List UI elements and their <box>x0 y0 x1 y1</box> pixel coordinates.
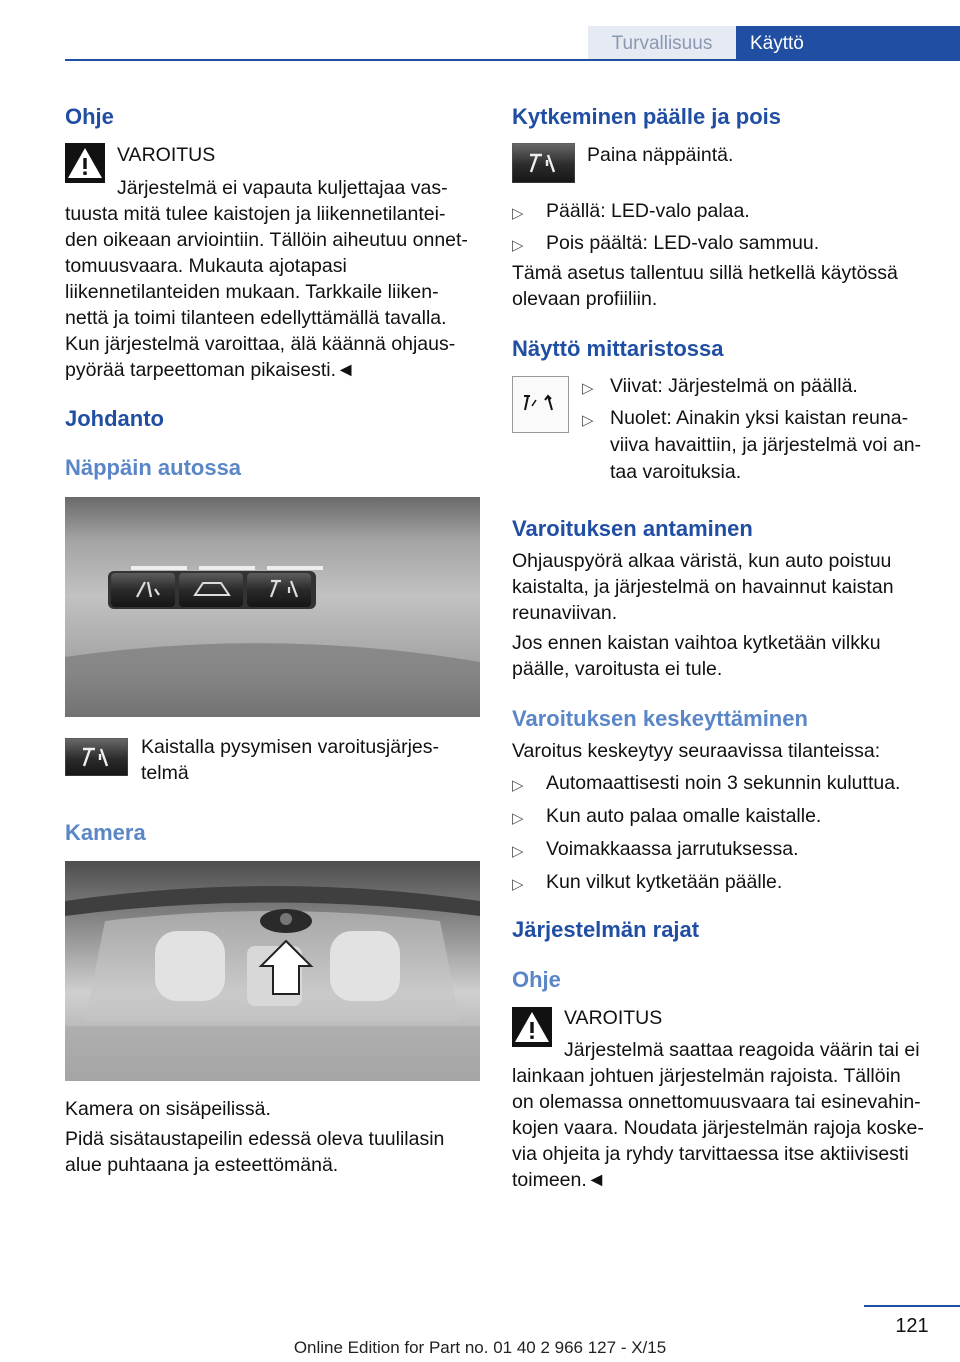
warning-line: tuusta mitä tulee kaistojen ja liikennetilantei- <box>65 203 446 225</box>
warning-line: nettä ja toimi tilanteen edellyttämällä tavalla. <box>65 307 447 329</box>
list-item-text: Automaattisesti noin 3 sekunnin kuluttua. <box>546 772 901 794</box>
edition-text: Online Edition for Part no. 01 40 2 966 127 - X/15 <box>293 1338 667 1357</box>
button-heading: Näppäin autossa <box>65 455 242 480</box>
list-item <box>512 836 942 869</box>
interrupt-list <box>512 770 942 902</box>
warning-line: liikennetilanteiden mukaan. Tarkkaile liiken- <box>65 281 439 303</box>
blink-text: Jos ennen kaistan vaihtoa kytketään vilkku <box>512 632 881 654</box>
bullet-triangle-icon: ▷ <box>512 237 524 254</box>
list-item <box>512 198 932 230</box>
list-item-text: taa varoituksia. <box>610 461 742 483</box>
warning-line: Järjestelmä saattaa reagoida väärin tai ei <box>564 1039 920 1061</box>
camera-text: alue puhtaana ja esteettömänä. <box>65 1154 339 1176</box>
warning-line: tomuusvaara. Mukauta ajotapasi <box>65 255 347 277</box>
saved-text: Tämä asetus tallentuu sillä hetkellä käytössä <box>512 262 898 284</box>
list-item <box>582 405 942 491</box>
list-item <box>582 373 942 405</box>
note-heading: Ohje <box>512 967 561 992</box>
limits-heading: Järjestelmän rajat <box>512 917 700 942</box>
tab-turvallisuus[interactable]: Turvallisuus <box>588 26 736 61</box>
footer-rule <box>864 1305 960 1307</box>
warning-line: on olemassa onnettomuusvaara tai esinevahin- <box>512 1091 921 1113</box>
cluster-display-icon <box>512 376 569 433</box>
lane-departure-button-icon <box>65 738 128 776</box>
warning-title: VAROITUS <box>564 1007 663 1029</box>
warning-text: kaistalta, ja järjestelmä on havainnut kaistan <box>512 576 894 598</box>
list-item <box>512 803 942 836</box>
warning-title: VAROITUS <box>117 144 216 166</box>
bullet-triangle-icon: ▷ <box>512 843 524 860</box>
tab-kaytto[interactable]: Käyttö <box>736 26 960 61</box>
warning-text: Ohjauspyörä alkaa väristä, kun auto poistuu <box>512 550 892 572</box>
display-list <box>582 373 942 491</box>
list-item <box>512 770 942 803</box>
button-panel-photo <box>65 497 480 717</box>
warning-line: pyörää tarpeettoman pikaisesti.◄ <box>65 359 356 381</box>
camera-photo <box>65 861 480 1081</box>
list-item-text: Kun vilkut kytketään päälle. <box>546 871 783 893</box>
bullet-triangle-icon: ▷ <box>512 876 524 893</box>
press-button-text: Paina näppäintä. <box>587 144 734 166</box>
list-item <box>512 230 932 262</box>
list-item-text: Pois päältä: LED-valo sammuu. <box>546 232 820 254</box>
interrupt-text: Varoitus keskeytyy seuraavissa tilanteissa: <box>512 740 881 762</box>
list-item-text: Nuolet: Ainakin yksi kaistan reuna- <box>610 407 909 429</box>
interrupt-heading: Varoituksen keskeyttäminen <box>512 706 808 731</box>
blink-text: päälle, varoitusta ei tule. <box>512 658 723 680</box>
bullet-triangle-icon: ▷ <box>582 380 594 397</box>
warning-text: reunaviivan. <box>512 602 618 624</box>
list-item <box>512 869 942 902</box>
list-item-text: Päällä: LED-valo palaa. <box>546 200 750 222</box>
warning-triangle-icon <box>512 1007 552 1047</box>
camera-heading: Kamera <box>65 820 146 845</box>
switch-heading: Kytkeminen päälle ja pois <box>512 104 781 129</box>
header-rule <box>65 59 960 61</box>
list-item-text: Viivat: Järjestelmä on päällä. <box>610 375 858 397</box>
bullet-triangle-icon: ▷ <box>512 810 524 827</box>
button-caption: Kaistalla pysymisen varoitusjärjes- <box>141 736 440 758</box>
page-number: 121 <box>895 1315 929 1337</box>
note-heading: Ohje <box>65 104 114 129</box>
button-panel-illustration <box>65 497 480 717</box>
list-item-text: Voimakkaassa jarrutuksessa. <box>546 838 799 860</box>
lane-departure-button-icon <box>512 143 575 183</box>
list-item-text: Kun auto palaa omalle kaistalle. <box>546 805 822 827</box>
display-heading: Näyttö mittaristossa <box>512 336 724 361</box>
bullet-triangle-icon: ▷ <box>512 777 524 794</box>
saved-text: olevaan profiiliin. <box>512 288 658 310</box>
warning-heading: Varoituksen antaminen <box>512 516 753 541</box>
switch-list <box>512 198 932 262</box>
warning-line: lainkaan johtuen järjestelmän rajoista. Tällöin <box>512 1065 901 1087</box>
warning-line: kojen vaara. Noudata järjestelmän rajoja koske- <box>512 1117 924 1139</box>
warning-line: via ohjeita ja ryhdy tarvittaessa itse aktiivisesti <box>512 1143 909 1165</box>
warning-line: Järjestelmä ei vapauta kuljettajaa vas- <box>117 177 448 199</box>
bullet-triangle-icon: ▷ <box>582 412 594 429</box>
camera-illustration <box>65 861 480 1081</box>
warning-line: toimeen.◄ <box>512 1169 607 1191</box>
warning-line: Kun järjestelmä varoittaa, älä käännä ohjaus- <box>65 333 456 355</box>
warning-line: den oikeaan arviointiin. Tällöin aiheutuu onnet- <box>65 229 468 251</box>
button-caption: telmä <box>141 762 189 784</box>
bullet-triangle-icon: ▷ <box>512 205 524 222</box>
intro-heading: Johdanto <box>65 406 164 431</box>
camera-text: Kamera on sisäpeilissä. <box>65 1098 271 1120</box>
camera-text: Pidä sisätaustapeilin edessä oleva tuulilasin <box>65 1128 445 1150</box>
warning-triangle-icon <box>65 143 105 183</box>
list-item-text: viiva havaittiin, ja järjestelmä voi an- <box>610 434 922 456</box>
